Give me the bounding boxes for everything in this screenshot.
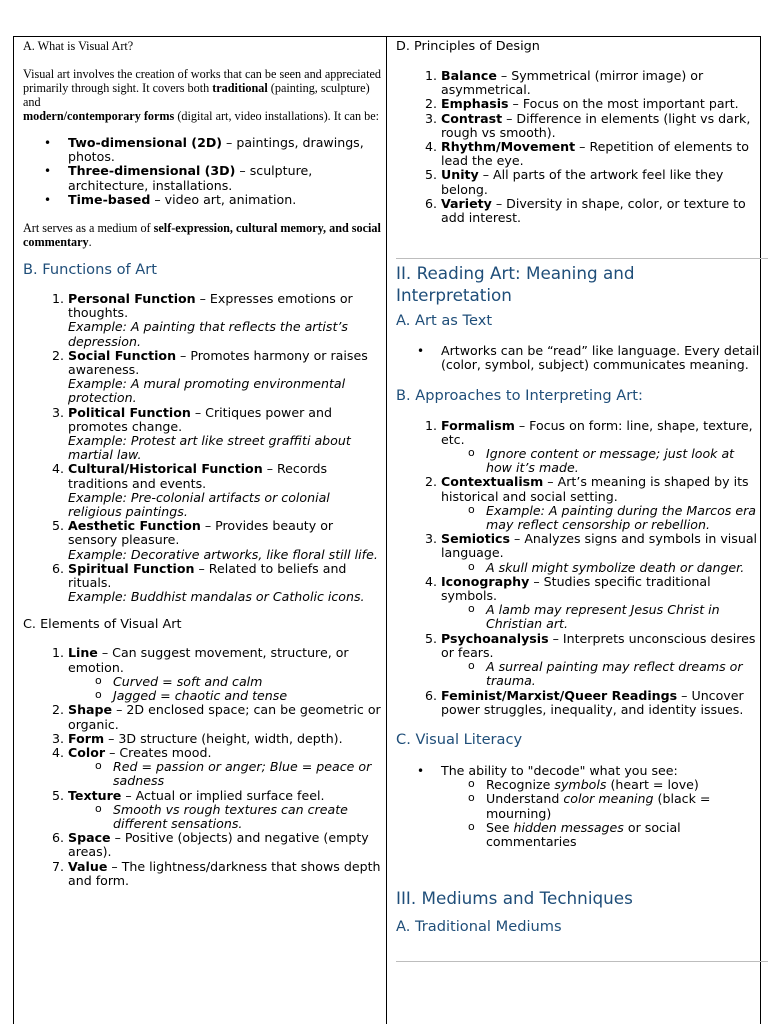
visual-literacy-list <box>396 764 760 849</box>
approaches-list <box>396 419 760 717</box>
list-item: 3. Semiotics – Analyzes signs and symbols in visual language. o A skull might symbolize death or danger. <box>441 532 760 575</box>
sub-item: o Recognize symbols (heart = love) <box>486 778 760 792</box>
sub-list <box>441 561 760 575</box>
list-item: 5. Unity – All parts of the artwork feel like they belong. <box>441 168 760 196</box>
sub-list <box>68 803 381 831</box>
sub-item: o A skull might symbolize death or danger. <box>486 561 760 575</box>
list-item: 2. Emphasis – Focus on the most important part. <box>441 97 760 111</box>
section-d-heading: D. Principles of Design <box>396 39 540 54</box>
sub-item: o Ignore content or message; just look at how it’s made. <box>486 447 760 475</box>
list-item: 5. Psychoanalysis – Interprets unconscious desires or fears. o A surreal painting may reflect dreams or trauma. <box>441 632 760 689</box>
list-item: 3. Form – 3D structure (height, width, depth). <box>68 732 381 746</box>
list-item: 2. Social Function – Promotes harmony or raises awareness. Example: A mural promoting environmental protection. <box>68 349 381 406</box>
list-item: 1. Line – Can suggest movement, structure, or emotion. o Curved = soft and calm o Jagged = chaotic and tense <box>68 646 381 703</box>
part-3a-heading: A. Traditional Mediums <box>396 918 562 936</box>
para-text: (digital art, video installations). It can be: <box>174 109 380 123</box>
section-rule-1 <box>396 258 768 259</box>
list-item: • Artworks can be “read” like language. Every detail (color, symbol, subject) communicates meaning. <box>441 344 760 372</box>
principles-list <box>396 69 760 225</box>
list-item: 4. Rhythm/Movement – Repetition of elements to lead the eye. <box>441 140 760 168</box>
sub-list <box>441 778 760 849</box>
list-item: 2. Contextualism – Art’s meaning is shaped by its historical and social setting. o Example: A painting during the Marcos era may reflect censorship or rebellion. <box>441 475 760 532</box>
sub-item: o See hidden messages or social commentaries <box>486 821 760 849</box>
sub-list <box>441 447 760 475</box>
para-bold: traditional <box>212 81 268 95</box>
sub-list <box>441 603 760 631</box>
list-item: 4. Cultural/Historical Function – Records traditions and events. Example: Pre-colonial artifacts or colonial religious paintings. <box>68 462 381 519</box>
list-item: • The ability to "decode" what you see: o Recognize symbols (heart = love) o Understand color meaning (black = mourning) o See hidden messages or social commentaries <box>441 764 760 849</box>
list-item: 6. Feminist/Marxist/Queer Readings – Uncover power struggles, inequality, and identity issues. <box>441 689 760 717</box>
para-bold: modern/contemporary forms <box>23 109 175 123</box>
list-item: 3. Contrast – Difference in elements (light vs dark, rough vs smooth). <box>441 112 760 140</box>
list-item: 4. Iconography – Studies specific traditional symbols. o A lamb may represent Jesus Christ in Christian art. <box>441 575 760 632</box>
list-item: 6. Space – Positive (objects) and negative (empty areas). <box>68 831 381 859</box>
functions-list <box>23 292 381 604</box>
section-c-heading: C. Elements of Visual Art <box>23 617 182 633</box>
sub-item: o Example: A painting during the Marcos era may reflect censorship or rebellion. <box>486 504 760 532</box>
list-item: 1. Balance – Symmetrical (mirror image) or asymmetrical. <box>441 69 760 97</box>
sub-list <box>441 660 760 688</box>
part-2c-heading: C. Visual Literacy <box>396 730 523 748</box>
sub-list <box>68 760 381 788</box>
list-item: 6. Spiritual Function – Related to beliefs and rituals. Example: Buddhist mandalas or Catholic icons. <box>68 562 381 605</box>
list-item: • Two-dimensional (2D) – paintings, drawings, photos. <box>68 136 381 164</box>
elements-list <box>23 646 381 887</box>
right-column <box>396 38 760 936</box>
list-item: 5. Texture – Actual or implied surface feel. o Smooth vs rough textures can create different sensations. <box>68 789 381 832</box>
list-item: • Three-dimensional (3D) – sculpture, architecture, installations. <box>68 164 381 192</box>
para-text: Visual art involves the creation of works that can be seen and appreciated primarily through sight. It covers both <box>23 67 381 95</box>
sub-item: o Jagged = chaotic and tense <box>113 689 381 703</box>
sub-item: o Understand color meaning (black = mourning) <box>486 792 760 820</box>
list-item: 5. Aesthetic Function – Provides beauty or sensory pleasure. Example: Decorative artworks, like floral still life. <box>68 519 381 562</box>
part-2-heading: II. Reading Art: Meaning and Interpretation <box>396 263 635 306</box>
sub-item: o Curved = soft and calm <box>113 675 381 689</box>
section-a-paragraph-2: Art serves as a medium of self-expression, cultural memory, and social commentary. <box>23 221 381 250</box>
sub-item: o Smooth vs rough textures can create different sensations. <box>113 803 381 831</box>
list-item: 6. Variety – Diversity in shape, color, or texture to add interest. <box>441 197 760 225</box>
sub-item: o Red = passion or anger; Blue = peace or sadness <box>113 760 381 788</box>
list-item: • Time-based – video art, animation. <box>68 193 381 207</box>
sub-list <box>68 675 381 703</box>
sub-list <box>441 504 760 532</box>
section-a-paragraph <box>23 67 381 123</box>
sub-item: o A surreal painting may reflect dreams or trauma. <box>486 660 760 688</box>
list-item: 1. Formalism – Focus on form: line, shape, texture, etc. o Ignore content or message; just look at how it’s made. <box>441 419 760 476</box>
list-item: 7. Value – The lightness/darkness that shows depth and form. <box>68 860 381 888</box>
list-item: 4. Color – Creates mood. o Red = passion or anger; Blue = peace or sadness <box>68 746 381 789</box>
list-item: 2. Shape – 2D enclosed space; can be geometric or organic. <box>68 703 381 731</box>
art-types-list <box>23 136 381 207</box>
art-as-text-list <box>396 344 760 372</box>
part-2b-heading: B. Approaches to Interpreting Art: <box>396 386 643 404</box>
section-a-heading: A. What is Visual Art? <box>23 39 134 53</box>
column-divider <box>386 36 387 1024</box>
left-column <box>23 38 381 888</box>
sub-item: o A lamb may represent Jesus Christ in Christian art. <box>486 603 760 631</box>
part-3-heading: III. Mediums and Techniques <box>396 888 633 909</box>
para-text: (painting, sculpture) and <box>23 81 370 109</box>
list-item: 3. Political Function – Critiques power and promotes change. Example: Protest art like street graffiti about martial law. <box>68 406 381 463</box>
list-item: 1. Personal Function – Expresses emotions or thoughts. Example: A painting that reflects the artist’s depression. <box>68 292 381 349</box>
section-rule-2 <box>396 961 768 962</box>
section-b-heading: B. Functions of Art <box>23 261 158 279</box>
part-2a-heading: A. Art as Text <box>396 312 493 330</box>
